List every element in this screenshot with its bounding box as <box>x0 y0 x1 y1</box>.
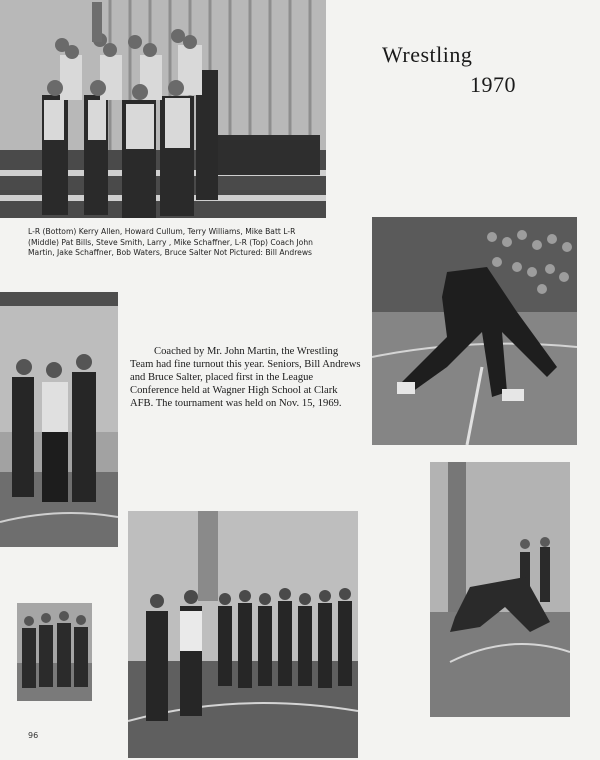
page-title: Wrestling <box>382 42 473 67</box>
match-photo-1 <box>372 217 577 445</box>
page-number: 96 <box>28 731 39 740</box>
match-photo-2 <box>0 292 118 547</box>
match-photo-3 <box>430 462 570 717</box>
team-photo <box>0 0 326 218</box>
match-photo-4 <box>128 511 358 758</box>
story-text <box>130 345 362 410</box>
story-paragraph: Coached by Mr. John Martin, the Wrestling Team had fine turnout this year. Seniors, Bill Andrews and Bruce Salter, placed first in the League Conference held at Wagner High School at Clark AFB. The tournament was held on Nov. 15, 1969. <box>130 346 361 409</box>
bench-photo <box>17 603 92 701</box>
team-photo-caption: L-R (Bottom) Kerry Allen, Howard Cullum, Terry Williams, Mike Batt L-R (Middle) Pat Bills, Steve Smith, Larry , Mike Schaffner, L-R (Top) Coach John Martin, Jake Schaffner, Bob Waters, Bruce Salter Not Pictured: Bill Andrews <box>28 227 313 258</box>
page-year: 1970 <box>470 72 516 97</box>
